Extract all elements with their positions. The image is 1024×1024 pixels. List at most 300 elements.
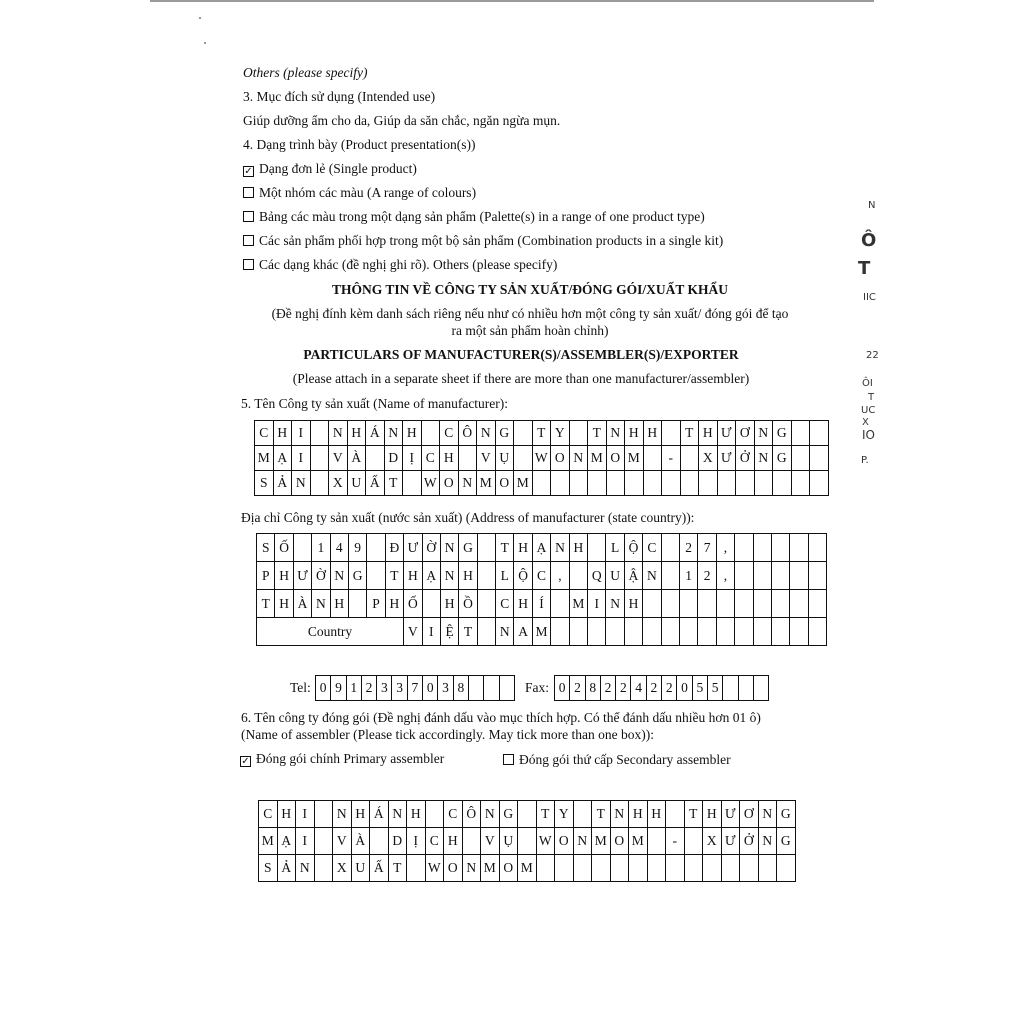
grid-cell: Á bbox=[366, 421, 385, 446]
grid-cell bbox=[790, 590, 808, 618]
grid-cell: G bbox=[348, 562, 366, 590]
grid-cell: Y bbox=[551, 421, 570, 446]
grid-cell bbox=[790, 534, 808, 562]
grid-cell bbox=[588, 471, 607, 496]
grid-cell: Ư bbox=[721, 828, 740, 855]
grid-cell: U bbox=[606, 562, 624, 590]
grid-cell: Ô bbox=[458, 421, 477, 446]
digit-box: 0 bbox=[677, 676, 692, 701]
grid-cell: H bbox=[703, 801, 722, 828]
presentation-option-label: Các dạng khác (đề nghị ghi rõ). Others (please specify) bbox=[259, 257, 558, 272]
grid-cell: N bbox=[481, 801, 500, 828]
grid-cell bbox=[680, 446, 699, 471]
grid-cell: H bbox=[347, 421, 366, 446]
manufacturer-name-grid bbox=[254, 420, 829, 496]
grid-cell bbox=[367, 534, 385, 562]
grid-cell: N bbox=[606, 421, 625, 446]
grid-cell: N bbox=[292, 471, 311, 496]
grid-cell: H bbox=[275, 590, 293, 618]
grid-cell: N bbox=[754, 421, 773, 446]
grid-cell: Ị bbox=[403, 446, 422, 471]
grid-cell: Ư bbox=[404, 534, 422, 562]
grid-cell bbox=[808, 590, 826, 618]
presentation-checkbox[interactable] bbox=[243, 211, 254, 222]
others-specify-text: Others (please specify) bbox=[243, 65, 368, 80]
grid-cell: C bbox=[643, 534, 661, 562]
grid-cell: O bbox=[499, 855, 518, 882]
grid-cell bbox=[721, 855, 740, 882]
grid-cell: Ấ bbox=[370, 855, 389, 882]
grid-cell: Ư bbox=[721, 801, 740, 828]
grid-cell: L bbox=[606, 534, 624, 562]
digit-box: 3 bbox=[392, 676, 407, 701]
section-note-en: (Please attach in a separate sheet if there are more than one manufacturer/assembler) bbox=[292, 371, 750, 386]
grid-row bbox=[259, 801, 796, 828]
grid-cell: H bbox=[699, 421, 718, 446]
digit-box: 0 bbox=[316, 676, 331, 701]
grid-cell: P bbox=[257, 562, 275, 590]
grid-cell: H bbox=[624, 590, 642, 618]
grid-cell: C bbox=[496, 590, 514, 618]
grid-cell: C bbox=[425, 828, 444, 855]
grid-cell: G bbox=[777, 828, 796, 855]
country-cell: Ệ bbox=[440, 618, 458, 646]
grid-cell: N bbox=[477, 421, 496, 446]
grid-cell bbox=[407, 855, 426, 882]
grid-cell: V bbox=[477, 446, 496, 471]
presentation-checkbox[interactable] bbox=[243, 259, 254, 270]
country-cell bbox=[661, 618, 679, 646]
grid-cell: Ờ bbox=[422, 534, 440, 562]
grid-cell: Ố bbox=[275, 534, 293, 562]
manufacturer-label: 5. Tên Công ty sản xuất (Name of manufacturer): bbox=[241, 396, 509, 411]
grid-cell bbox=[314, 828, 333, 855]
digit-box: 8 bbox=[585, 676, 600, 701]
country-cell bbox=[624, 618, 642, 646]
digit-box: 2 bbox=[570, 676, 585, 701]
grid-cell bbox=[791, 471, 810, 496]
grid-cell bbox=[661, 590, 679, 618]
fax-number-boxes bbox=[554, 675, 769, 701]
grid-cell: - bbox=[666, 828, 685, 855]
grid-cell bbox=[573, 855, 592, 882]
grid-cell: 1 bbox=[312, 534, 330, 562]
secondary-assembler-option[interactable] bbox=[503, 751, 731, 769]
grid-cell: O bbox=[495, 471, 514, 496]
presentation-option-label: Dạng đơn lẻ (Single product) bbox=[259, 161, 417, 176]
grid-cell: H bbox=[385, 590, 403, 618]
grid-cell bbox=[314, 855, 333, 882]
country-cell bbox=[477, 618, 495, 646]
grid-cell: D bbox=[384, 446, 403, 471]
grid-cell bbox=[643, 471, 662, 496]
scan-speck bbox=[204, 42, 206, 44]
country-cell bbox=[753, 618, 771, 646]
country-cell bbox=[771, 618, 789, 646]
grid-cell bbox=[740, 855, 759, 882]
grid-cell: H bbox=[440, 590, 458, 618]
grid-cell: 2 bbox=[698, 562, 716, 590]
grid-cell bbox=[643, 590, 661, 618]
grid-cell bbox=[716, 590, 734, 618]
grid-row bbox=[257, 534, 827, 562]
bleed-fragment: ÔI bbox=[862, 378, 873, 389]
grid-cell: 2 bbox=[679, 534, 697, 562]
presentation-option[interactable] bbox=[243, 208, 705, 226]
grid-cell bbox=[647, 855, 666, 882]
grid-cell: H bbox=[404, 562, 422, 590]
grid-cell bbox=[610, 855, 629, 882]
grid-cell bbox=[684, 855, 703, 882]
presentation-checkbox[interactable]: ✓ bbox=[244, 166, 253, 177]
grid-cell: Ơ bbox=[740, 801, 759, 828]
grid-cell: M bbox=[477, 471, 496, 496]
digit-box: 2 bbox=[646, 676, 661, 701]
grid-cell bbox=[569, 421, 588, 446]
grid-cell bbox=[735, 534, 753, 562]
grid-cell bbox=[477, 562, 495, 590]
country-cell bbox=[569, 618, 587, 646]
grid-cell: M bbox=[625, 446, 644, 471]
secondary-assembler-checkbox[interactable] bbox=[503, 754, 514, 765]
grid-cell: M bbox=[514, 471, 533, 496]
grid-cell: I bbox=[292, 446, 311, 471]
tel-label: Tel: bbox=[290, 680, 311, 695]
grid-cell: Ả bbox=[277, 855, 296, 882]
grid-cell: Ô bbox=[462, 801, 481, 828]
grid-cell: N bbox=[329, 421, 348, 446]
presentation-option-label: Các sản phẩm phối hợp trong một bộ sản phẩm (Combination products in a single kit) bbox=[259, 233, 724, 248]
grid-cell bbox=[791, 446, 810, 471]
grid-cell: T bbox=[385, 562, 403, 590]
grid-row bbox=[255, 446, 829, 471]
grid-cell: Ụ bbox=[499, 828, 518, 855]
country-cell: T bbox=[459, 618, 477, 646]
bleed-fragment: X bbox=[862, 417, 869, 428]
bleed-fragment: Ô bbox=[861, 230, 877, 251]
grid-cell: X bbox=[699, 446, 718, 471]
digit-box: 9 bbox=[331, 676, 346, 701]
grid-cell: Ộ bbox=[514, 562, 532, 590]
digit-box: 8 bbox=[453, 676, 468, 701]
grid-cell: N bbox=[758, 801, 777, 828]
grid-cell: G bbox=[495, 421, 514, 446]
grid-cell bbox=[810, 471, 829, 496]
grid-cell bbox=[698, 590, 716, 618]
grid-cell: 9 bbox=[348, 534, 366, 562]
grid-cell: Y bbox=[555, 801, 574, 828]
presentation-checkbox[interactable] bbox=[243, 187, 254, 198]
grid-cell: À bbox=[351, 828, 370, 855]
grid-cell: O bbox=[610, 828, 629, 855]
grid-cell: O bbox=[551, 446, 570, 471]
grid-cell: T bbox=[680, 421, 699, 446]
grid-cell: 1 bbox=[679, 562, 697, 590]
grid-cell: O bbox=[440, 471, 459, 496]
grid-cell bbox=[458, 446, 477, 471]
grid-cell: V bbox=[481, 828, 500, 855]
grid-cell bbox=[771, 590, 789, 618]
page-top-edge bbox=[150, 0, 874, 2]
grid-cell bbox=[736, 471, 755, 496]
digit-box bbox=[753, 676, 768, 701]
grid-cell: I bbox=[296, 828, 315, 855]
grid-cell bbox=[462, 828, 481, 855]
intended-use-value: Giúp dưỡng ẩm cho da, Giúp da săn chắc, ngăn ngừa mụn. bbox=[243, 113, 561, 128]
grid-cell bbox=[514, 421, 533, 446]
intended-use-label: 3. Mục đích sử dụng (Intended use) bbox=[243, 89, 436, 104]
grid-cell: Ấ bbox=[366, 471, 385, 496]
digit-box: 5 bbox=[692, 676, 707, 701]
grid-cell bbox=[717, 471, 736, 496]
grid-cell: D bbox=[388, 828, 407, 855]
grid-cell: C bbox=[255, 421, 274, 446]
secondary-assembler-label: Đóng gói thứ cấp Secondary assembler bbox=[519, 752, 731, 767]
grid-cell: Ố bbox=[404, 590, 422, 618]
grid-cell: 7 bbox=[698, 534, 716, 562]
grid-cell: O bbox=[444, 855, 463, 882]
grid-cell: M bbox=[588, 446, 607, 471]
grid-cell bbox=[514, 446, 533, 471]
grid-cell: Ở bbox=[740, 828, 759, 855]
primary-assembler-option[interactable] bbox=[240, 750, 444, 768]
grid-cell: N bbox=[754, 446, 773, 471]
grid-cell: N bbox=[643, 562, 661, 590]
grid-cell: T bbox=[384, 471, 403, 496]
grid-cell: M bbox=[629, 828, 648, 855]
grid-cell: H bbox=[407, 801, 426, 828]
grid-cell: G bbox=[773, 446, 792, 471]
scan-speck bbox=[199, 17, 201, 19]
presentation-option-label: Bảng các màu trong một dạng sản phẩm (Palette(s) in a range of one product type) bbox=[259, 209, 705, 224]
presentation-label: 4. Dạng trình bày (Product presentation(s)) bbox=[243, 137, 476, 152]
grid-cell: H bbox=[273, 421, 292, 446]
presentation-option[interactable] bbox=[243, 232, 723, 250]
grid-cell bbox=[569, 471, 588, 496]
grid-cell: H bbox=[569, 534, 587, 562]
digit-box: 3 bbox=[377, 676, 392, 701]
grid-cell: M bbox=[569, 590, 587, 618]
grid-cell bbox=[629, 855, 648, 882]
bleed-fragment: 22 bbox=[866, 350, 879, 361]
grid-cell: T bbox=[592, 801, 611, 828]
grid-cell: Ạ bbox=[277, 828, 296, 855]
grid-cell: N bbox=[610, 801, 629, 828]
presentation-option[interactable] bbox=[243, 160, 417, 178]
grid-cell bbox=[366, 446, 385, 471]
grid-cell: Ậ bbox=[624, 562, 642, 590]
digit-box: 3 bbox=[438, 676, 453, 701]
grid-cell bbox=[699, 471, 718, 496]
grid-cell: , bbox=[551, 562, 569, 590]
grid-cell: N bbox=[573, 828, 592, 855]
grid-cell: Ạ bbox=[532, 534, 550, 562]
grid-cell bbox=[625, 471, 644, 496]
grid-cell: Ư bbox=[717, 446, 736, 471]
assembler-label-en: (Name of assembler (Please tick accordingly. May tick more than one box)): bbox=[241, 727, 654, 742]
digit-box bbox=[468, 676, 483, 701]
grid-cell bbox=[753, 562, 771, 590]
grid-cell bbox=[293, 534, 311, 562]
grid-cell bbox=[310, 471, 329, 496]
country-cell: N bbox=[496, 618, 514, 646]
country-cell: A bbox=[514, 618, 532, 646]
grid-cell: U bbox=[351, 855, 370, 882]
grid-cell: N bbox=[551, 534, 569, 562]
grid-cell: S bbox=[255, 471, 274, 496]
bleed-fragment: UC bbox=[861, 405, 876, 416]
grid-cell bbox=[532, 471, 551, 496]
grid-cell: Ả bbox=[273, 471, 292, 496]
grid-cell: N bbox=[606, 590, 624, 618]
grid-cell: M bbox=[518, 855, 537, 882]
grid-cell: C bbox=[421, 446, 440, 471]
grid-cell: O bbox=[606, 446, 625, 471]
bleed-fragment: P. bbox=[861, 455, 869, 466]
grid-cell: G bbox=[499, 801, 518, 828]
grid-cell: T bbox=[588, 421, 607, 446]
grid-cell bbox=[314, 801, 333, 828]
grid-cell: T bbox=[532, 421, 551, 446]
country-cell bbox=[588, 618, 606, 646]
grid-cell: Đ bbox=[385, 534, 403, 562]
grid-cell bbox=[753, 534, 771, 562]
grid-cell: Q bbox=[588, 562, 606, 590]
grid-cell bbox=[310, 421, 329, 446]
grid-cell: Ơ bbox=[736, 421, 755, 446]
primary-assembler-label: Đóng gói chính Primary assembler bbox=[256, 751, 445, 766]
grid-cell bbox=[661, 562, 679, 590]
grid-cell: I bbox=[292, 421, 311, 446]
grid-cell: M bbox=[259, 828, 278, 855]
presentation-option[interactable] bbox=[243, 184, 476, 202]
grid-cell: H bbox=[514, 590, 532, 618]
grid-cell bbox=[403, 471, 422, 496]
grid-cell: C bbox=[444, 801, 463, 828]
grid-cell bbox=[773, 471, 792, 496]
grid-cell: À bbox=[347, 446, 366, 471]
grid-cell: X bbox=[333, 855, 352, 882]
grid-cell bbox=[790, 562, 808, 590]
grid-cell bbox=[754, 471, 773, 496]
grid-cell bbox=[370, 828, 389, 855]
grid-cell: N bbox=[462, 855, 481, 882]
grid-cell: Ư bbox=[293, 562, 311, 590]
bleed-fragment: IO bbox=[862, 428, 875, 442]
country-cell: I bbox=[422, 618, 440, 646]
digit-box: 2 bbox=[616, 676, 631, 701]
grid-cell: Á bbox=[370, 801, 389, 828]
grid-cell bbox=[666, 855, 685, 882]
grid-cell: H bbox=[330, 590, 348, 618]
grid-cell bbox=[425, 801, 444, 828]
digit-box bbox=[499, 676, 514, 701]
grid-cell: N bbox=[384, 421, 403, 446]
presentation-option-label: Một nhóm các màu (A range of colours) bbox=[259, 185, 477, 200]
digit-box bbox=[738, 676, 753, 701]
grid-cell: G bbox=[777, 801, 796, 828]
grid-cell bbox=[422, 590, 440, 618]
digit-box bbox=[723, 676, 738, 701]
grid-cell bbox=[573, 801, 592, 828]
grid-cell: C bbox=[532, 562, 550, 590]
grid-cell: N bbox=[333, 801, 352, 828]
grid-cell: H bbox=[647, 801, 666, 828]
grid-cell: H bbox=[275, 562, 293, 590]
bleed-fragment: T bbox=[868, 392, 875, 403]
grid-cell: M bbox=[481, 855, 500, 882]
grid-cell: N bbox=[440, 562, 458, 590]
grid-cell: N bbox=[312, 590, 330, 618]
country-cell bbox=[698, 618, 716, 646]
grid-cell: Ụ bbox=[495, 446, 514, 471]
grid-cell: C bbox=[440, 421, 459, 446]
presentation-checkbox[interactable] bbox=[243, 235, 254, 246]
grid-cell: M bbox=[255, 446, 274, 471]
grid-cell bbox=[791, 421, 810, 446]
grid-cell: C bbox=[259, 801, 278, 828]
grid-cell: L bbox=[496, 562, 514, 590]
grid-cell bbox=[662, 471, 681, 496]
grid-cell bbox=[348, 590, 366, 618]
address-label: Địa chỉ Công ty sản xuất (nước sản xuất) (Address of manufacturer (state country)): bbox=[241, 510, 695, 525]
digit-box: 2 bbox=[600, 676, 615, 701]
grid-cell: W bbox=[532, 446, 551, 471]
country-cell bbox=[790, 618, 808, 646]
grid-cell bbox=[666, 801, 685, 828]
grid-cell bbox=[477, 590, 495, 618]
grid-cell: X bbox=[703, 828, 722, 855]
grid-cell bbox=[551, 471, 570, 496]
grid-cell bbox=[777, 855, 796, 882]
grid-cell: À bbox=[293, 590, 311, 618]
presentation-option[interactable] bbox=[243, 256, 557, 274]
grid-cell: T bbox=[536, 801, 555, 828]
grid-cell bbox=[606, 471, 625, 496]
grid-cell: V bbox=[333, 828, 352, 855]
grid-cell: N bbox=[330, 562, 348, 590]
section-note-vi-line1: (Đề nghị đính kèm danh sách riêng nếu như có nhiều hơn một công ty sản xuất/ đóng gói để tạo bbox=[271, 306, 789, 321]
tel-number-boxes bbox=[315, 675, 515, 701]
grid-cell: X bbox=[329, 471, 348, 496]
grid-cell: N bbox=[296, 855, 315, 882]
grid-cell bbox=[810, 446, 829, 471]
grid-cell: H bbox=[643, 421, 662, 446]
grid-cell bbox=[518, 828, 537, 855]
section-title-vi: THÔNG TIN VỀ CÔNG TY SẢN XUẤT/ĐÓNG GÓI/XUẤT KHẨU bbox=[331, 282, 729, 297]
grid-row bbox=[257, 562, 827, 590]
grid-cell bbox=[735, 562, 753, 590]
grid-cell bbox=[477, 534, 495, 562]
primary-assembler-checkbox[interactable]: ✓ bbox=[241, 756, 250, 767]
grid-cell: T bbox=[496, 534, 514, 562]
grid-cell: Ư bbox=[717, 421, 736, 446]
grid-cell: N bbox=[388, 801, 407, 828]
grid-cell: O bbox=[555, 828, 574, 855]
section-title-en: PARTICULARS OF MANUFACTURER(S)/ASSEMBLER(S)/EXPORTER bbox=[303, 347, 739, 362]
digit-box: 7 bbox=[407, 676, 422, 701]
grid-cell: M bbox=[592, 828, 611, 855]
grid-cell: U bbox=[347, 471, 366, 496]
grid-cell: H bbox=[351, 801, 370, 828]
grid-cell: H bbox=[625, 421, 644, 446]
grid-cell: Ồ bbox=[459, 590, 477, 618]
grid-row bbox=[259, 855, 796, 882]
grid-cell bbox=[310, 446, 329, 471]
grid-cell bbox=[551, 590, 569, 618]
bleed-fragment: N bbox=[868, 200, 876, 211]
grid-cell bbox=[592, 855, 611, 882]
